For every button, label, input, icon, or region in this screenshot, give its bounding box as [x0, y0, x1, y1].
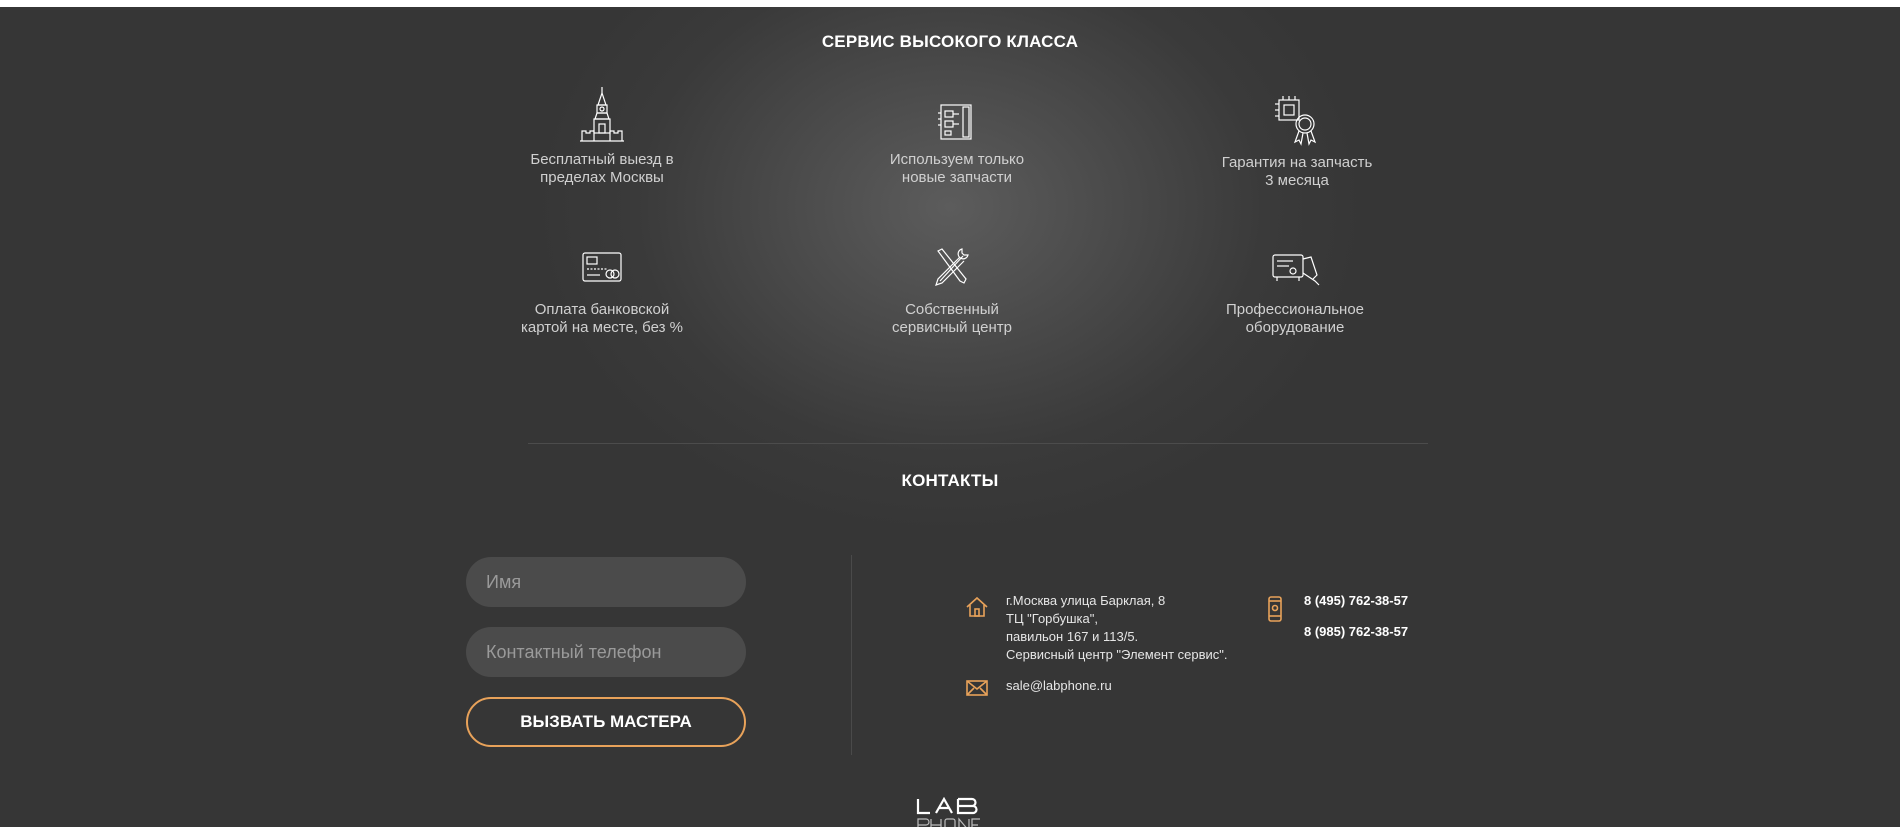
footer-page	[0, 7, 1900, 827]
feature-service-center	[842, 235, 1062, 337]
features-grid	[0, 7, 1900, 387]
contact-address: г.Москва улица Барклая, 8 ТЦ "Горбушка", павильон 167 и 113/5. Сервисный центр "Элемент сервис".	[1006, 593, 1228, 662]
feature-text: Бесплатный выезд в пределах Москвы	[530, 151, 674, 186]
envelope-icon	[964, 675, 990, 701]
feature-text: Профессиональное оборудование	[1225, 301, 1365, 336]
feature-text: Собственный сервисный центр	[892, 301, 1012, 336]
name-input[interactable]	[466, 557, 746, 607]
contact-phone-2[interactable]: 8 (985) 762-38-57	[1304, 624, 1409, 639]
call-master-button[interactable]: ВЫЗВАТЬ МАСТЕРА	[466, 697, 746, 747]
contacts-vertical-divider	[851, 555, 852, 755]
service-section-title: СЕРВИС ВЫСОКОГО КЛАССА	[821, 32, 1079, 51]
tools-icon	[924, 235, 980, 295]
phone-input[interactable]	[466, 627, 746, 677]
contacts-section-title: КОНТАКТЫ	[901, 471, 999, 490]
contact-email[interactable]: sale@labphone.ru	[1006, 678, 1112, 693]
feature-equipment	[1185, 235, 1405, 337]
feature-free-visit	[492, 85, 712, 187]
bank-card-icon	[574, 235, 630, 295]
contact-phone-1[interactable]: 8 (495) 762-38-57	[1304, 593, 1409, 608]
feature-text: Используем только новые запчасти	[889, 151, 1025, 186]
labphone-logo	[916, 797, 982, 827]
home-icon	[964, 594, 990, 620]
feature-warranty	[1187, 88, 1407, 190]
feature-new-parts	[847, 85, 1067, 187]
equipment-icon	[1267, 235, 1323, 295]
section-divider	[528, 443, 1428, 444]
feature-card-payment	[492, 235, 712, 337]
mobile-phone-icon	[1262, 596, 1288, 622]
circuit-board-icon	[929, 85, 985, 145]
chip-badge-icon	[1269, 88, 1325, 148]
feature-text: Гарантия на запчасть 3 месяца	[1221, 154, 1373, 189]
kremlin-tower-icon	[574, 85, 630, 145]
feature-text: Оплата банковской картой на месте, без %	[521, 301, 683, 336]
